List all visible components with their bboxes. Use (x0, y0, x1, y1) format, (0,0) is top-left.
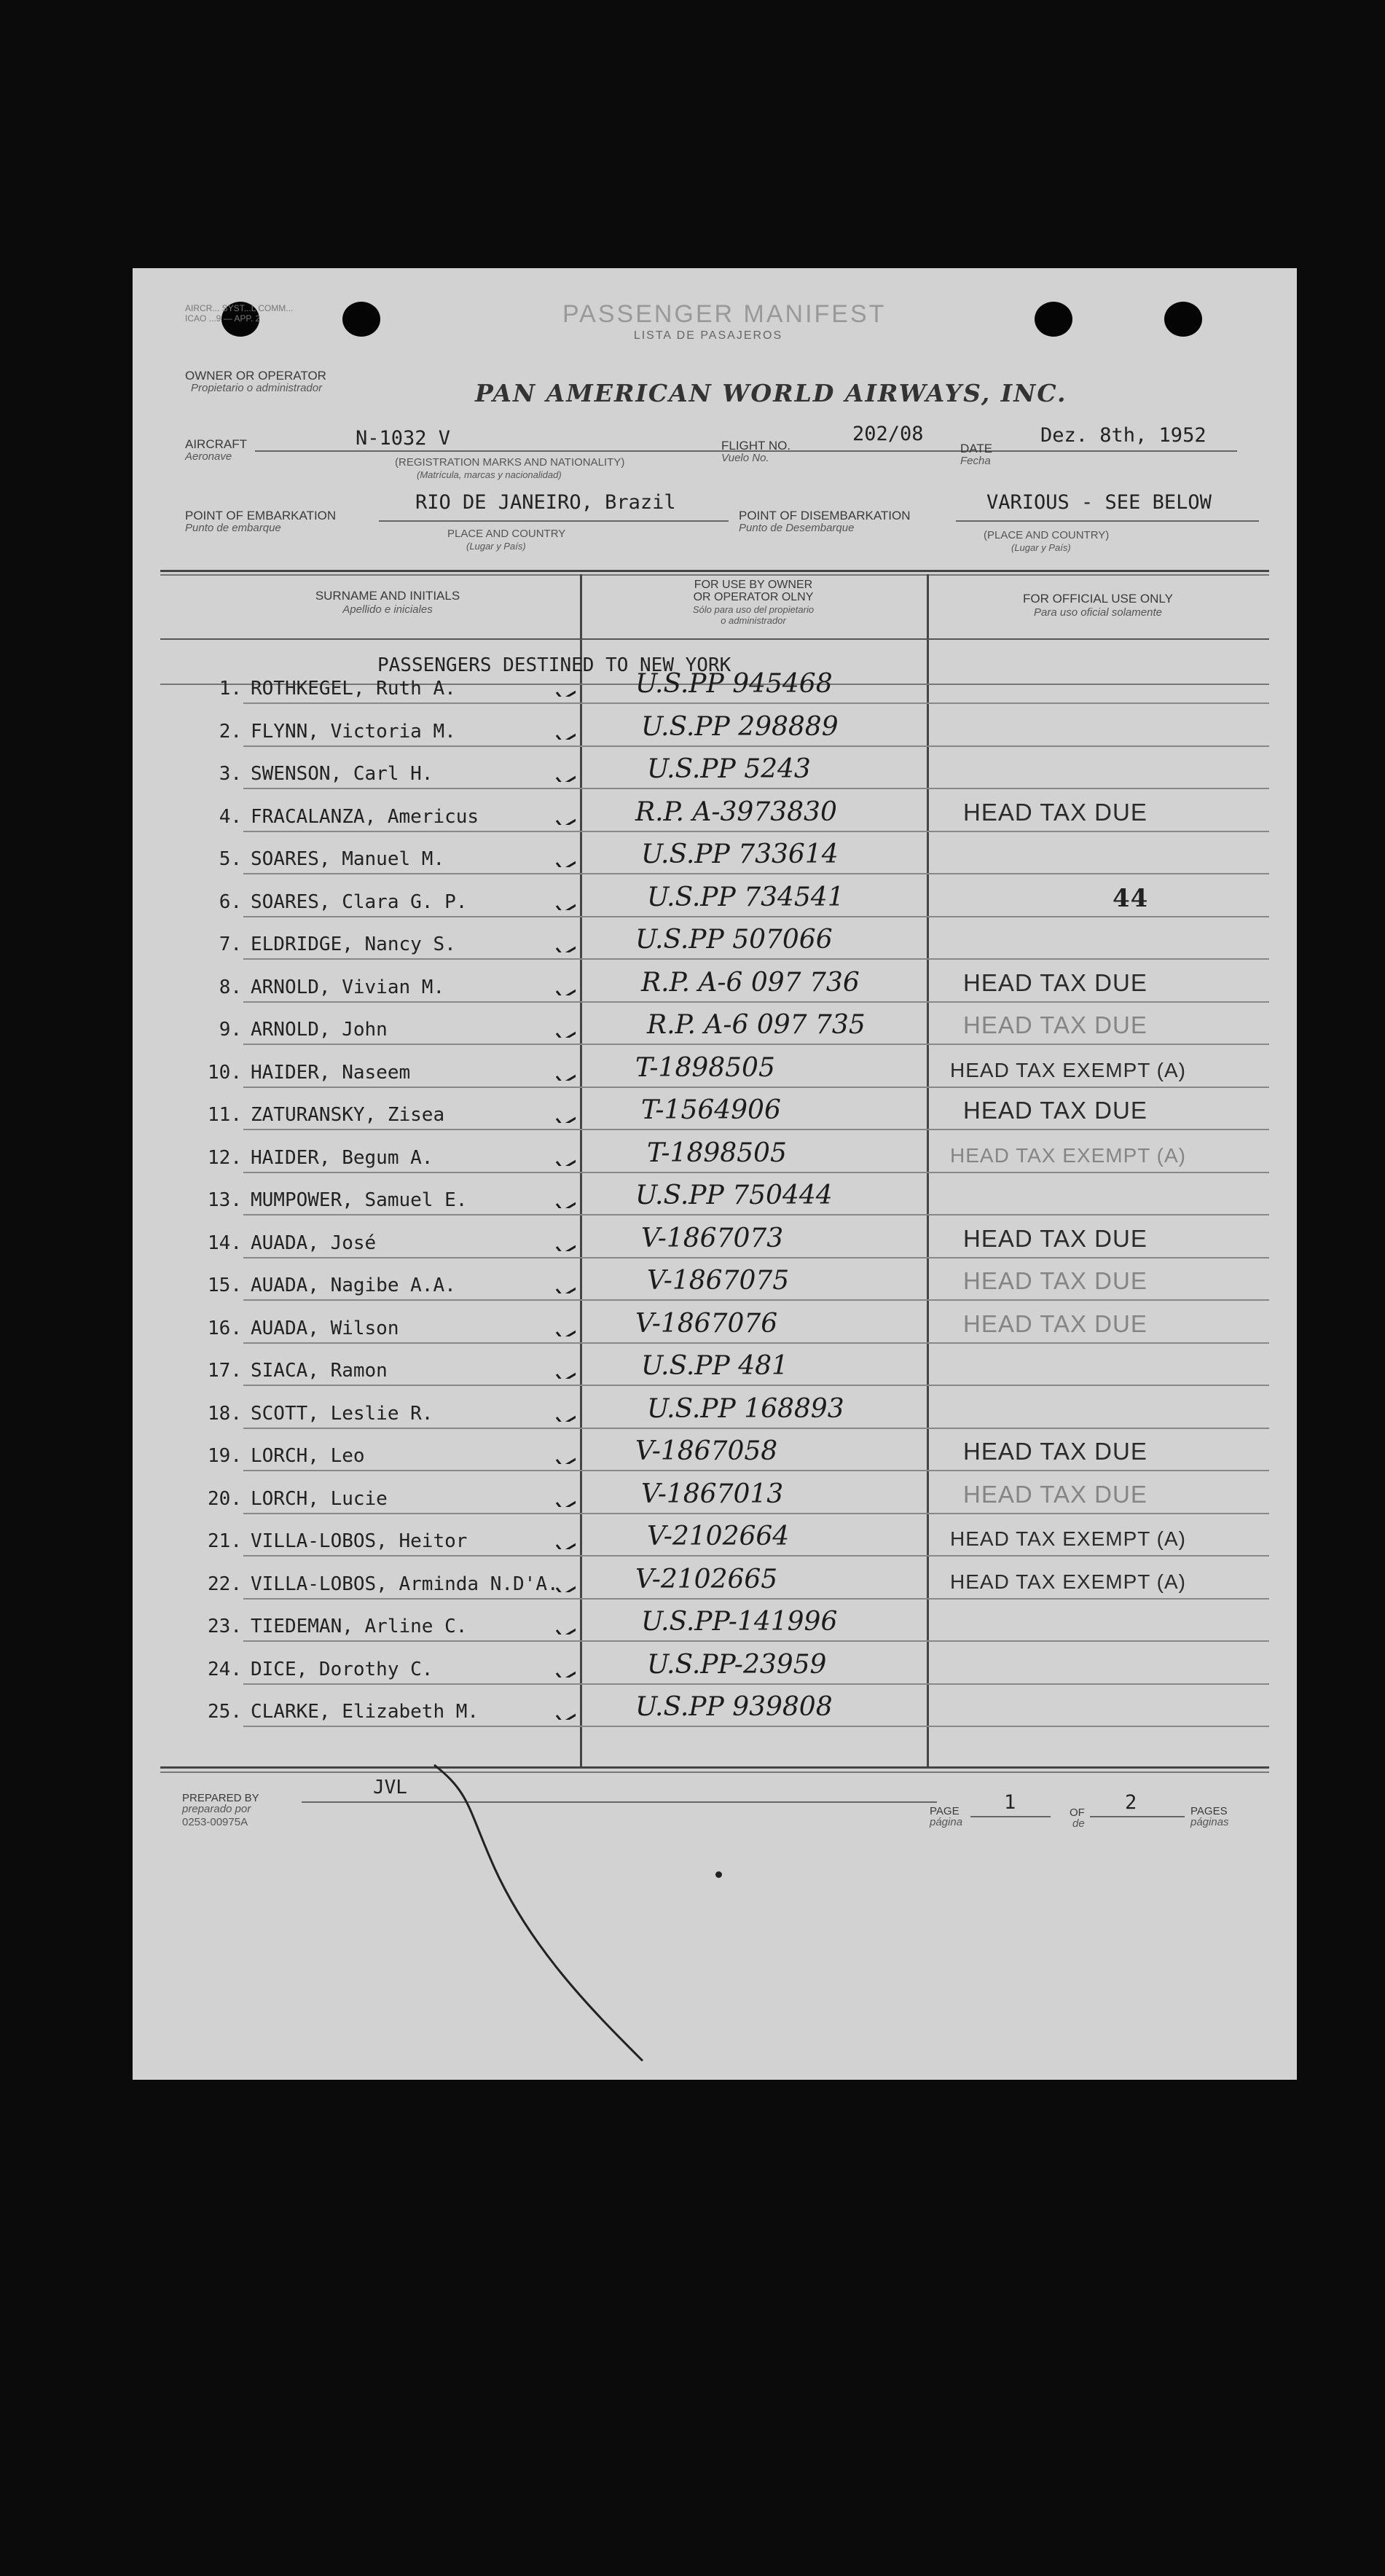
passport-number: U.S.PP 507066 (635, 925, 833, 955)
flight-label: FLIGHT NO. (721, 439, 791, 453)
page-label-es: página (930, 1816, 963, 1828)
embark-sub: PLACE AND COUNTRY (447, 528, 566, 540)
passport-number: U.S.PP-23959 (647, 1650, 827, 1680)
prepared-value: JVL (373, 1777, 407, 1798)
row-rule (243, 1555, 1269, 1557)
check-mark-icon (554, 1358, 576, 1379)
form-code: AIRCR... SYST...L COMM... ICAO ...9 — APP. 2 (185, 303, 294, 324)
passenger-name: FLYNN, Victoria M. (251, 721, 456, 743)
passenger-name: FRACALANZA, Americus (251, 806, 479, 828)
passport-number: R.P. A-3973830 (635, 797, 837, 827)
passport-number: V-2102664 (647, 1522, 790, 1551)
passenger-name: SCOTT, Leslie R. (251, 1403, 433, 1425)
row-rule (243, 1428, 1269, 1429)
prepared-label: PREPARED BY (182, 1792, 259, 1804)
check-mark-icon (554, 890, 576, 910)
aircraft-sub: (REGISTRATION MARKS AND NATIONALITY) (395, 456, 625, 469)
section-heading: PASSENGERS DESTINED TO NEW YORK (377, 654, 731, 676)
passenger-name: LORCH, Lucie (251, 1488, 388, 1510)
passenger-name: VILLA-LOBOS, Arminda N.D'A. (251, 1573, 559, 1595)
check-mark-icon (554, 1103, 576, 1123)
check-mark-icon (554, 1017, 576, 1038)
passport-number: U.S.PP 945468 (635, 669, 833, 699)
passport-number: T-1898505 (635, 1053, 775, 1083)
passport-number: U.S.PP-141996 (641, 1607, 838, 1637)
date-label-es: Fecha (960, 455, 991, 467)
passenger-name: HAIDER, Naseem (251, 1062, 411, 1084)
check-mark-icon (554, 1188, 576, 1208)
check-mark-icon (554, 1146, 576, 1166)
row-rule (243, 1001, 1269, 1003)
manifest-sheet (133, 268, 1297, 2080)
punch-hole (1035, 302, 1072, 337)
passenger-name: AUADA, Nagibe A.A. (251, 1275, 456, 1296)
row-number: 1. (219, 678, 242, 700)
passenger-name: ARNOLD, John (251, 1019, 388, 1041)
row-rule (243, 916, 1269, 917)
row-number: 4. (219, 806, 242, 828)
passport-number: U.S.PP 298889 (641, 712, 839, 742)
form-number: 0253-00975A (182, 1816, 248, 1828)
punch-hole (342, 302, 380, 337)
row-number: 3. (219, 763, 242, 785)
disembark-value: VARIOUS - SEE BELOW (986, 491, 1212, 514)
disembark-sub-es: (Lugar y País) (1011, 542, 1071, 553)
passenger-name: SOARES, Manuel M. (251, 848, 445, 870)
ink-dot (715, 1871, 722, 1878)
col-owner-header: FOR USE BY OWNER OR OPERATOR OLNY (693, 579, 814, 603)
row-rule (243, 788, 1269, 789)
col-owner-header-es: Sólo para uso del propietario o administrador (692, 604, 815, 626)
passenger-name: AUADA, José (251, 1232, 377, 1254)
passenger-name: SIACA, Ramon (251, 1360, 388, 1382)
row-number: 11. (208, 1104, 242, 1126)
embark-label: POINT OF EMBARKATION (185, 509, 337, 522)
check-mark-icon (554, 1699, 576, 1720)
passport-number: T-1898505 (647, 1138, 787, 1168)
check-mark-icon (554, 1401, 576, 1422)
row-rule (243, 1172, 1269, 1173)
check-mark-icon (554, 1060, 576, 1081)
check-mark-icon (554, 719, 576, 740)
embark-label-es: Punto de embarque (185, 522, 281, 534)
check-mark-icon (554, 676, 576, 697)
row-rule (243, 1087, 1269, 1088)
embark-sub-es: (Lugar y País) (466, 541, 526, 552)
passport-number: R.P. A-6 097 735 (647, 1010, 866, 1040)
passport-number: R.P. A-6 097 736 (641, 968, 860, 998)
passenger-name: SWENSON, Carl H. (251, 763, 433, 785)
passenger-name: VILLA-LOBOS, Heitor (251, 1530, 468, 1552)
owner-value: PAN AMERICAN WORLD AIRWAYS, INC. (475, 379, 1067, 407)
flight-label-es: Vuelo No. (721, 452, 769, 464)
passenger-name: CLARKE, Elizabeth M. (251, 1701, 479, 1723)
row-rule (243, 1214, 1269, 1215)
owner-label-es: Propietario o administrador (191, 382, 323, 394)
check-mark-icon (554, 847, 576, 867)
aircraft-label-es: Aeronave (185, 450, 232, 463)
passenger-name: LORCH, Leo (251, 1445, 365, 1467)
row-number: 8. (219, 976, 242, 998)
check-mark-icon (554, 1273, 576, 1293)
check-mark-icon (554, 1444, 576, 1464)
official-note: HEAD TAX EXEMPT (A) (950, 1059, 1186, 1081)
check-mark-icon (554, 932, 576, 952)
of-label: OF (1070, 1806, 1085, 1819)
col-official-header-es: Para uso oficial solamente (1034, 606, 1162, 619)
row-rule (243, 1129, 1269, 1130)
row-rule (243, 1683, 1269, 1685)
passport-number: U.S.PP 168893 (647, 1394, 844, 1424)
official-note: HEAD TAX DUE (963, 1310, 1147, 1337)
of-label-es: de (1072, 1817, 1085, 1830)
passenger-name: ROTHKEGEL, Ruth A. (251, 678, 456, 700)
pages-value: 2 (1125, 1791, 1137, 1814)
row-rule (243, 1726, 1269, 1727)
row-number: 21. (208, 1530, 242, 1552)
passenger-name: ELDRIDGE, Nancy S. (251, 933, 456, 955)
row-number: 24. (208, 1659, 242, 1680)
pages-label: PAGES (1190, 1805, 1228, 1817)
row-number: 14. (208, 1232, 242, 1254)
date-label: DATE (960, 442, 993, 455)
check-mark-icon (554, 1572, 576, 1592)
col-name-header: SURNAME AND INITIALS (315, 589, 460, 603)
passenger-name: TIEDEMAN, Arline C. (251, 1616, 468, 1637)
row-rule (243, 702, 1269, 704)
page-value: 1 (1004, 1791, 1016, 1814)
row-number: 15. (208, 1275, 242, 1296)
official-note: HEAD TAX DUE (963, 969, 1147, 996)
prepared-label-es: preparado por (182, 1803, 251, 1815)
passport-number: V-1867076 (635, 1309, 778, 1339)
check-mark-icon (554, 762, 576, 782)
passport-number: U.S.PP 939808 (635, 1692, 833, 1722)
row-number: 13. (208, 1189, 242, 1211)
official-note: HEAD TAX EXEMPT (A) (950, 1570, 1186, 1593)
date-value: Dez. 8th, 1952 (1040, 424, 1207, 447)
form-title: PASSENGER MANIFEST (562, 300, 887, 328)
row-rule (243, 831, 1269, 832)
passport-number: U.S.PP 481 (641, 1351, 788, 1381)
passport-number: V-1867013 (641, 1479, 784, 1509)
row-rule (243, 1299, 1269, 1301)
aircraft-sub-es: (Matrícula, marcas y nacionalidad) (417, 469, 562, 480)
passenger-name: ZATURANSKY, Zisea (251, 1104, 445, 1126)
pages-label-es: páginas (1190, 1816, 1229, 1828)
passport-number: V-1867073 (641, 1224, 784, 1253)
passenger-name: DICE, Dorothy C. (251, 1659, 433, 1680)
row-number: 9. (219, 1019, 242, 1041)
col-official-header: FOR OFFICIAL USE ONLY (1023, 592, 1173, 606)
row-rule (243, 1257, 1269, 1258)
owner-label: OWNER OR OPERATOR (185, 369, 326, 383)
check-mark-icon (554, 1231, 576, 1251)
row-rule (243, 1598, 1269, 1600)
row-number: 22. (208, 1573, 242, 1595)
check-mark-icon (554, 804, 576, 825)
row-number: 2. (219, 721, 242, 743)
row-rule (243, 958, 1269, 960)
pen-stroke (424, 1762, 664, 2068)
official-note: HEAD TAX DUE (963, 1011, 1147, 1038)
row-number: 7. (219, 933, 242, 955)
row-rule (243, 1640, 1269, 1642)
official-note: HEAD TAX DUE (963, 1481, 1147, 1508)
col-name-header-es: Apellido e iniciales (342, 603, 433, 616)
flight-value: 202/08 (852, 423, 924, 445)
passport-number: V-1867075 (647, 1266, 790, 1296)
check-mark-icon (554, 1657, 576, 1677)
aircraft-label: AIRCRAFT (185, 437, 247, 451)
check-mark-icon (554, 1529, 576, 1549)
passenger-name: AUADA, Wilson (251, 1318, 399, 1339)
disembark-label: POINT OF DISEMBARKATION (739, 509, 911, 522)
disembark-sub: (PLACE AND COUNTRY) (984, 529, 1110, 541)
row-rule (243, 745, 1269, 747)
official-note: 44 (1113, 884, 1149, 913)
passenger-name: SOARES, Clara G. P. (251, 891, 468, 913)
check-mark-icon (554, 1487, 576, 1507)
row-rule (243, 873, 1269, 874)
aircraft-value: N-1032 V (356, 427, 451, 450)
row-number: 23. (208, 1616, 242, 1637)
check-mark-icon (554, 1316, 576, 1336)
official-note: HEAD TAX DUE (963, 799, 1147, 826)
row-rule (243, 1044, 1269, 1045)
embark-value: RIO DE JANEIRO, Brazil (415, 491, 676, 514)
check-mark-icon (554, 975, 576, 995)
row-rule (243, 1513, 1269, 1514)
row-number: 18. (208, 1403, 242, 1425)
official-note: HEAD TAX DUE (963, 1267, 1147, 1294)
passport-number: U.S.PP 733614 (641, 839, 839, 869)
row-number: 10. (208, 1062, 242, 1084)
passport-number: V-2102665 (635, 1565, 778, 1594)
row-rule (243, 1385, 1269, 1386)
check-mark-icon (554, 1614, 576, 1635)
punch-hole (1164, 302, 1202, 337)
page-label: PAGE (930, 1805, 960, 1817)
official-note: HEAD TAX DUE (963, 1097, 1147, 1124)
passport-number: T-1564906 (641, 1095, 781, 1125)
row-number: 19. (208, 1445, 242, 1467)
row-number: 12. (208, 1147, 242, 1169)
passenger-name: HAIDER, Begum A. (251, 1147, 433, 1169)
row-number: 17. (208, 1360, 242, 1382)
passport-number: U.S.PP 5243 (647, 754, 811, 784)
row-number: 20. (208, 1488, 242, 1510)
row-rule (243, 1470, 1269, 1471)
passenger-name: MUMPOWER, Samuel E. (251, 1189, 468, 1211)
row-number: 6. (219, 891, 242, 913)
passport-number: U.S.PP 750444 (635, 1181, 833, 1210)
row-number: 25. (208, 1701, 242, 1723)
row-number: 5. (219, 848, 242, 870)
official-note: HEAD TAX EXEMPT (A) (950, 1527, 1186, 1550)
disembark-label-es: Punto de Desembarque (739, 522, 855, 534)
form-subtitle: LISTA DE PASAJEROS (633, 329, 783, 342)
row-rule (243, 1342, 1269, 1344)
official-note: HEAD TAX DUE (963, 1225, 1147, 1252)
official-note: HEAD TAX EXEMPT (A) (950, 1144, 1186, 1167)
passport-number: U.S.PP 734541 (647, 882, 844, 912)
passenger-name: ARNOLD, Vivian M. (251, 976, 445, 998)
passport-number: V-1867058 (635, 1436, 778, 1466)
official-note: HEAD TAX DUE (963, 1438, 1147, 1465)
row-number: 16. (208, 1318, 242, 1339)
